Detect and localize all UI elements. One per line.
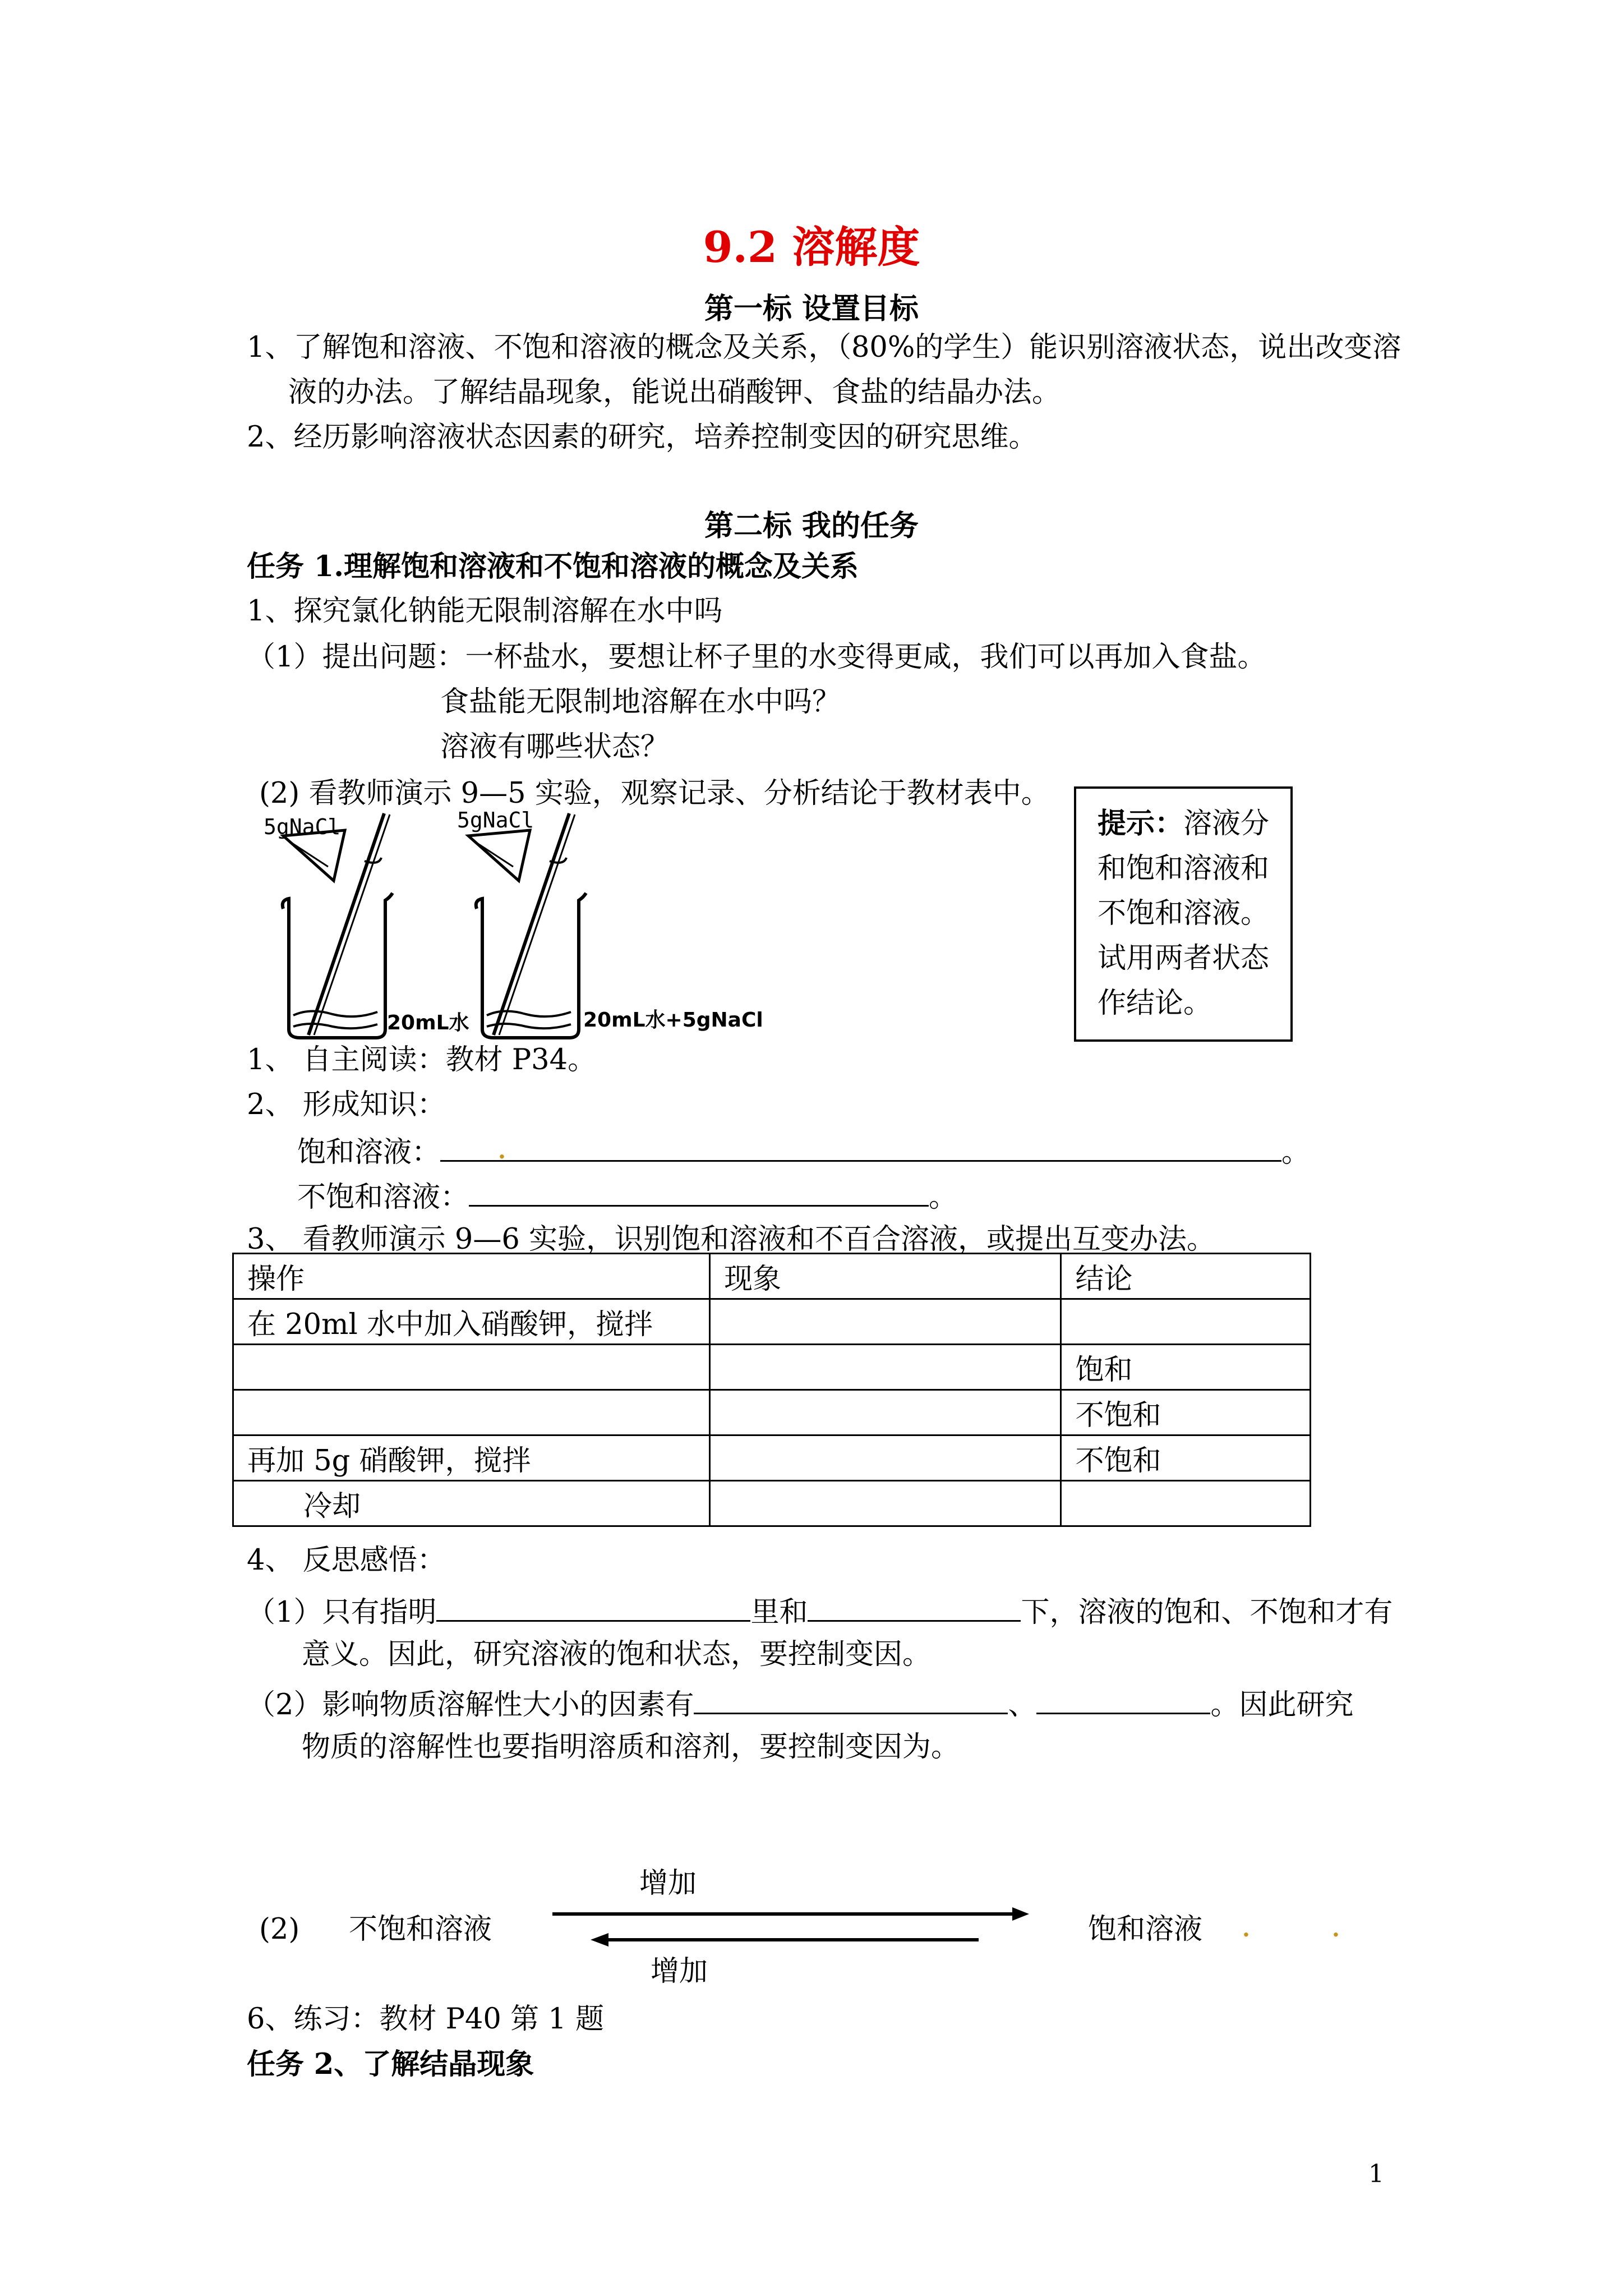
reflect-heading: 4、 反思感悟： — [247, 1544, 446, 1577]
reflect1-part-b: 里和 — [750, 1596, 808, 1629]
figure-label-left-top: 5gNaCl — [264, 815, 341, 839]
hint-box — [1074, 786, 1293, 1042]
table-cell[interactable] — [710, 1435, 1061, 1481]
table-cell: 不饱和 — [1061, 1435, 1311, 1481]
task2-title: 任务 2、了解结晶现象 — [247, 2047, 534, 2081]
conversion-left-label: 不饱和溶液 — [349, 1913, 492, 1946]
read-instruction: 1、 自主阅读：教材 P34。 — [247, 1043, 597, 1076]
backward-arrowhead — [591, 1933, 608, 1947]
reflect2-part-a: （2）影响物质溶解性大小的因素有 — [247, 1688, 694, 1722]
page-title: 9.2 溶解度 — [703, 222, 920, 272]
reflect1-line2: 意义。因此，研究溶液的饱和状态，要控制变因。 — [302, 1638, 932, 1671]
page-number: 1 — [1368, 2160, 1384, 2188]
stirring-rod-left — [308, 813, 384, 1035]
hint-line3: 不饱和溶液。 — [1098, 897, 1270, 930]
marker-dot: . — [498, 1138, 506, 1164]
table-cell[interactable] — [1061, 1299, 1311, 1345]
section2-heading: 第二标 我的任务 — [704, 509, 919, 543]
hint-line2: 和饱和溶液和 — [1098, 852, 1270, 885]
reflect1-line1 — [247, 1593, 1393, 1630]
figure-label-right-top: 5gNaCl — [457, 808, 534, 832]
reflect1-part-a: （1）只有指明 — [247, 1596, 437, 1629]
reflect2-part-b: 、 — [1008, 1688, 1037, 1722]
conversion-top-label: 增加 — [639, 1867, 697, 1900]
experiment-table — [232, 1253, 1311, 1527]
table-cell[interactable] — [233, 1345, 710, 1390]
item1: 1、探究氯化钠能无限制溶解在水中吗 — [247, 595, 723, 628]
exercise-line: 6、练习：教材 P40 第 1 题 — [247, 2003, 604, 2036]
figure-label-right-bottom: 20mL水+5gNaCl — [583, 1009, 763, 1032]
reflect1-blank2[interactable] — [808, 1593, 1021, 1622]
question1: （1）提出问题：一杯盐水，要想让杯子里的水变得更咸，我们可以再加入食盐。 — [247, 641, 1266, 674]
table-cell: 饱和 — [1061, 1345, 1311, 1390]
unsaturated-definition — [297, 1178, 957, 1214]
demo2-instruction: 3、 看教师演示 9—6 实验，识别饱和溶液和不百合溶液，或提出互变办法。 — [247, 1223, 1215, 1256]
table-cell[interactable] — [710, 1345, 1061, 1390]
table-cell[interactable] — [1061, 1481, 1311, 1526]
table-row — [233, 1481, 1311, 1526]
saturated-period: 。 — [1281, 1136, 1311, 1169]
table-header-cell: 操作 — [233, 1254, 710, 1299]
demo-instruction: (2) 看教师演示 9—5 实验，观察记录、分析结论于教材表中。 — [259, 777, 1050, 810]
forward-arrowhead — [1012, 1907, 1029, 1921]
table-row — [233, 1345, 1311, 1390]
unsaturated-label: 不饱和溶液： — [297, 1181, 469, 1214]
hint-line1: 溶液分 — [1183, 807, 1270, 840]
unsaturated-blank[interactable] — [469, 1178, 929, 1207]
conversion-bottom-label: 增加 — [651, 1955, 708, 1988]
conversion-arrows — [547, 1902, 1035, 1952]
goal1-line1: 1、了解饱和溶液、不饱和溶液的概念及关系，（80%的学生）能识别溶液状态，说出改变溶 — [247, 331, 1401, 364]
table-cell[interactable] — [233, 1390, 710, 1435]
table-row — [233, 1435, 1311, 1481]
conversion-right-label: 饱和溶液 — [1088, 1913, 1203, 1946]
table-header-row — [233, 1254, 1311, 1299]
reflect1-part-c: 下，溶液的饱和、不饱和才有 — [1021, 1596, 1393, 1629]
question2: 食盐能无限制地溶解在水中吗？ — [440, 685, 841, 719]
reflect2-line1 — [247, 1686, 1353, 1722]
form-knowledge: 2、 形成知识： — [247, 1088, 446, 1121]
table-cell: 不饱和 — [1061, 1390, 1311, 1435]
hint-line4: 试用两者状态 — [1098, 942, 1270, 975]
saturated-blank[interactable] — [440, 1133, 1281, 1162]
saturated-definition — [297, 1133, 1310, 1170]
reflect2-line2: 物质的溶解性也要指明溶质和溶剂，要控制变因为。 — [302, 1731, 960, 1764]
question3: 溶液有哪些状态？ — [440, 730, 670, 763]
table-cell: 在 20ml 水中加入硝酸钾，搅拌 — [233, 1299, 710, 1345]
table-cell[interactable] — [710, 1390, 1061, 1435]
table-cell[interactable] — [710, 1481, 1061, 1526]
paper-holder-right — [468, 830, 530, 881]
table-cell: 冷却 — [233, 1481, 710, 1526]
marker-dot: . — [1332, 1916, 1340, 1942]
table-header-cell: 结论 — [1061, 1254, 1311, 1299]
conversion-number: (2) — [259, 1913, 300, 1946]
unsaturated-period: 。 — [929, 1181, 958, 1214]
reflect2-blank2[interactable] — [1036, 1686, 1210, 1714]
saturated-label: 饱和溶液： — [297, 1136, 441, 1169]
table-cell: 再加 5g 硝酸钾，搅拌 — [233, 1435, 710, 1481]
goal1-line2: 液的办法。了解结晶现象，能说出硝酸钾、食盐的结晶办法。 — [288, 376, 1061, 409]
section1-heading: 第一标 设置目标 — [704, 292, 919, 326]
table-header-cell: 现象 — [710, 1254, 1061, 1299]
figure-label-left-bottom: 20mL水 — [387, 1011, 469, 1034]
marker-dot: . — [1242, 1916, 1250, 1942]
task1-title: 任务 1.理解饱和溶液和不饱和溶液的概念及关系 — [247, 550, 859, 583]
goal2: 2、经历影响溶液状态因素的研究，培养控制变因的研究思维。 — [247, 421, 1038, 454]
hint-line5: 作结论。 — [1098, 987, 1212, 1020]
hint-label: 提示： — [1098, 807, 1184, 840]
table-row — [233, 1390, 1311, 1435]
table-cell[interactable] — [710, 1299, 1061, 1345]
stirring-rod-right — [494, 813, 569, 1035]
reflect2-blank1[interactable] — [694, 1686, 1008, 1714]
reflect1-blank1[interactable] — [436, 1593, 750, 1622]
table-row — [233, 1299, 1311, 1345]
reflect2-part-c: 。因此研究 — [1210, 1688, 1354, 1722]
